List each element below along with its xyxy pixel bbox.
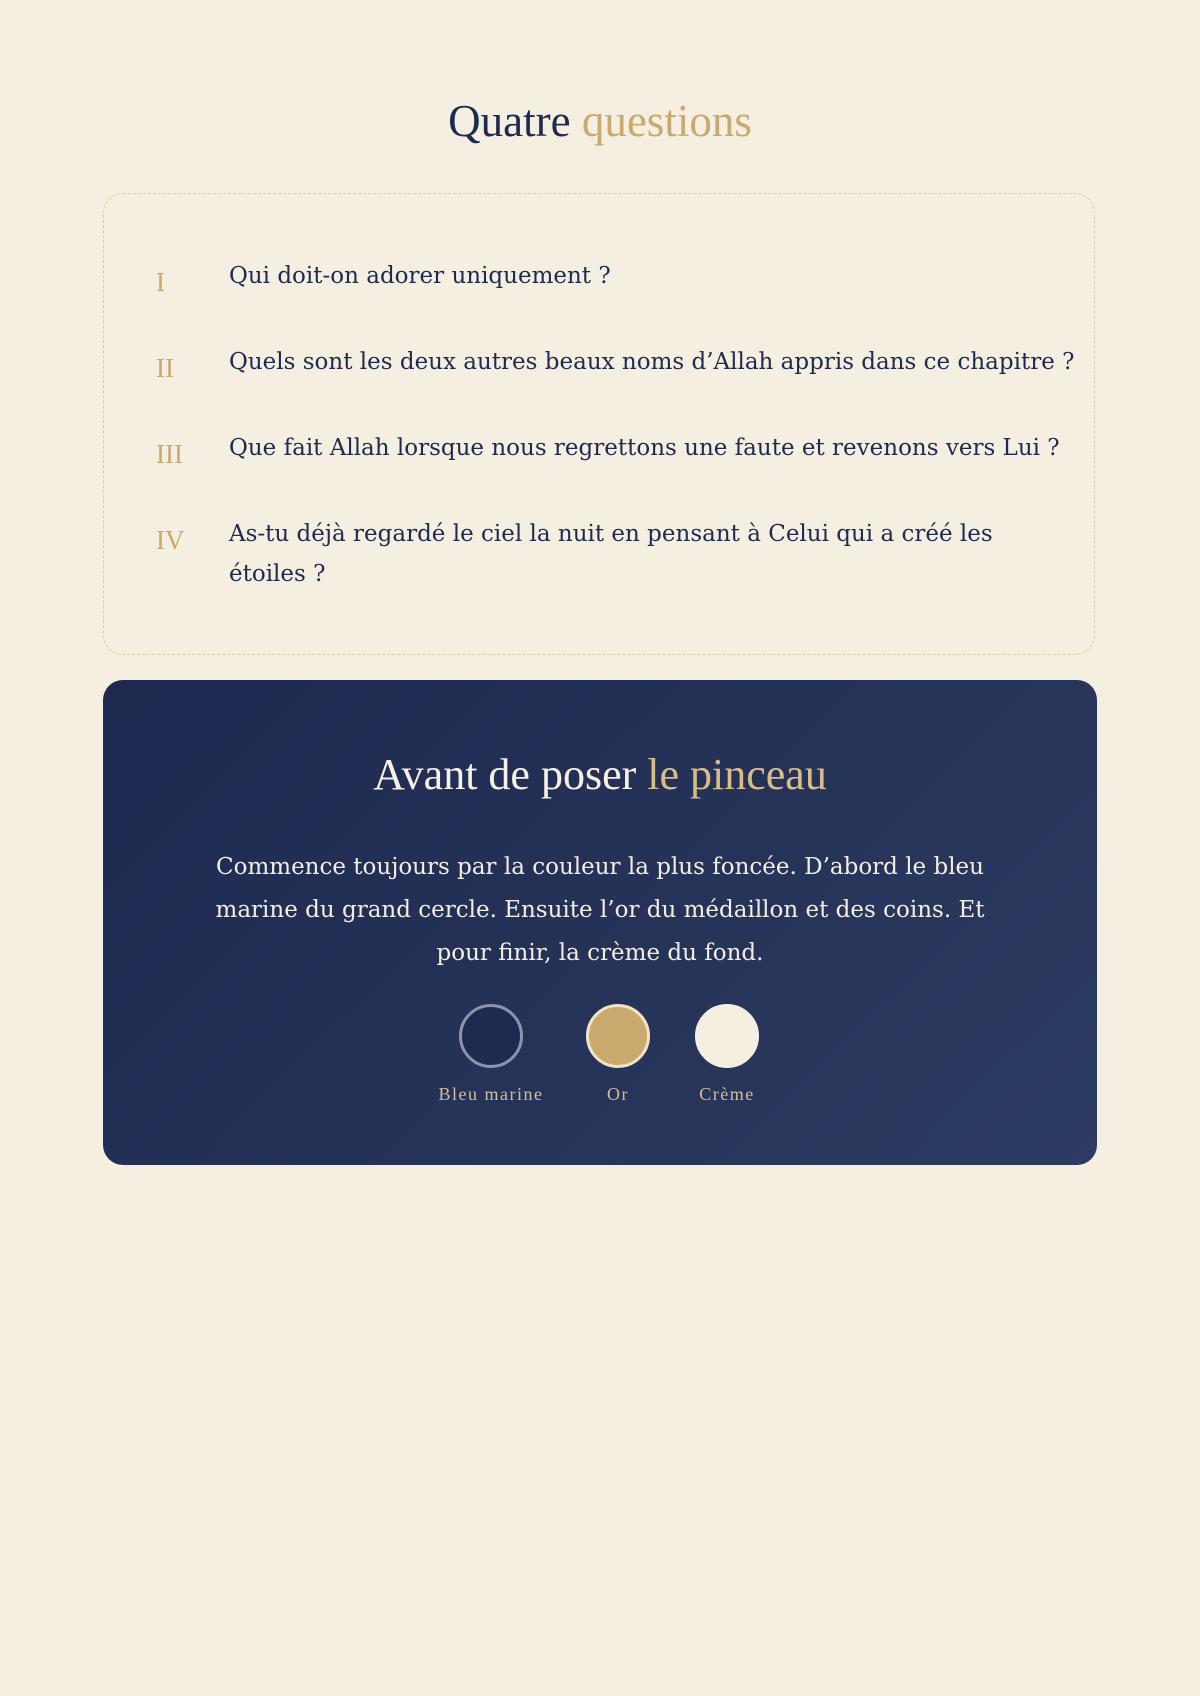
color-swatch-circle [695,1004,759,1068]
question-text-line: Quels sont les deux autres beaux noms d’Allah appris dans ce chapitre ? [229,349,1075,375]
question-text-line: Qui doit-on adorer uniquement ? [229,263,611,289]
brush-instructions-line: pour finir, la crème du fond. [436,940,764,966]
questions-title [0,94,1200,148]
brush-card [103,680,1097,1165]
brush-title-main: Avant de poser [373,750,637,799]
question-text [229,514,1069,594]
swatch-label: Crème [699,1084,755,1104]
question-numeral: I [156,267,165,297]
questions-card [103,193,1095,655]
question-text-line: étoiles ? [229,561,326,587]
question-text-line: As-tu déjà regardé le ciel la nuit en pensant à Celui qui a créé les [229,521,993,547]
question-text-line: Que fait Allah lorsque nous regrettons une faute et revenons vers Lui ? [229,435,1060,461]
swatch-label: Bleu marine [438,1084,544,1104]
question-text [229,428,1069,468]
question-numeral: II [156,353,174,383]
swatch-creme [647,1004,807,1105]
brush-instructions [103,846,1097,975]
question-text [229,342,1075,382]
swatch-label: Or [607,1084,629,1104]
questions-title-main: Quatre [448,96,571,146]
question-numeral: IV [156,525,185,555]
brush-title-accent: le pinceau [647,750,827,799]
brush-instructions-line: marine du grand cercle. Ensuite l’or du médaillon et des coins. Et [215,897,985,923]
brush-title [103,748,1097,802]
color-swatch-circle [459,1004,523,1068]
color-swatch-circle [586,1004,650,1068]
questions-title-accent: questions [581,96,752,146]
brush-instructions-line: Commence toujours par la couleur la plus foncée. D’abord le bleu [216,854,984,880]
question-text [229,256,1069,296]
question-numeral: III [156,439,183,469]
